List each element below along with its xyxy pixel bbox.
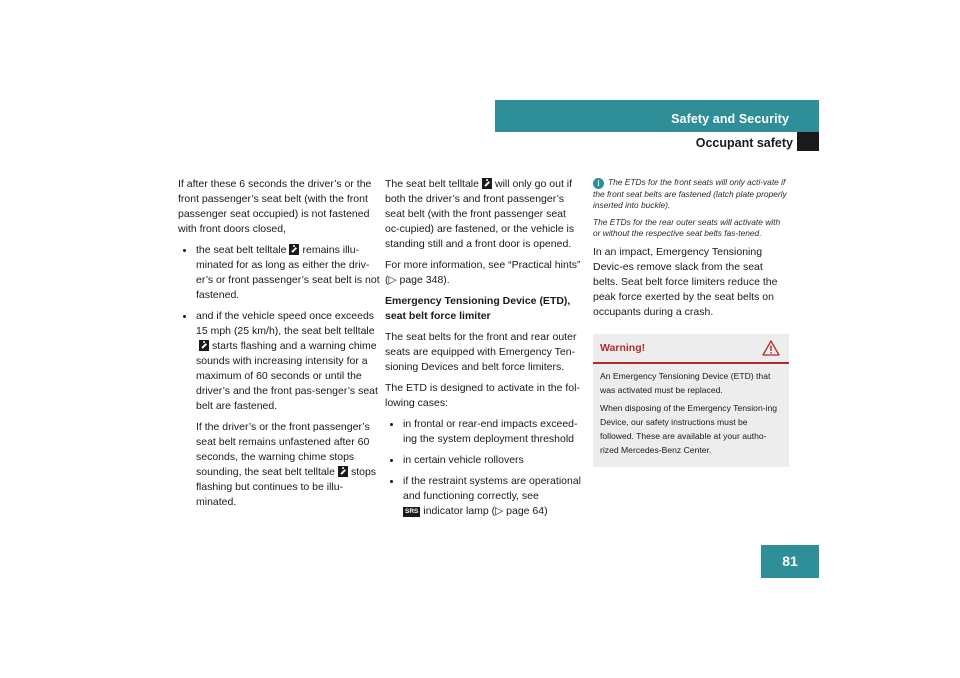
bullet-text: starts flashing and a warning chime sounds with increasing intensity for a maximum of 60 seconds or until the driver’s and the front pas-senger’s seat belt are fastened. — [196, 340, 378, 412]
etd-activation-paragraph: The ETD is designed to activate in the fol-lowing cases: — [385, 382, 580, 409]
etd-paragraph: The seat belts for the front and rear outer seats are equipped with Emergency Ten-sioning Devices and belt force limiters. — [385, 331, 577, 373]
telltale-paragraph — [385, 177, 581, 252]
info-icon: i — [593, 178, 604, 189]
warning-title: Warning! — [600, 342, 646, 354]
section-title: Safety and Security — [671, 112, 789, 126]
bullet-text: the seat belt telltale — [196, 244, 287, 256]
paragraph-text: stops flashing but continues to be illu-minated. — [196, 466, 377, 508]
paragraph-text: The seat belt telltale — [385, 178, 479, 190]
bullet-text: and if the vehicle speed once exceeds 15 mph (25 km/h), the seat belt telltale — [196, 310, 375, 337]
etd-bullet-list — [385, 417, 581, 519]
text-column-2 — [385, 177, 581, 525]
seat-belt-telltale-icon — [482, 178, 492, 189]
list-item — [178, 309, 380, 414]
warning-header — [593, 334, 789, 364]
warning-text-1: An Emergency Tensioning Device (ETD) that was activated must be replaced. — [600, 371, 771, 395]
crash-paragraph: In an impact, Emergency Tensioning Devic-es remove slack from the seat belts. Seat belt force limiters reduce the peak force exerted by the seat belts on occupants during a crash. — [593, 246, 778, 318]
telltale-bullet-list — [178, 243, 380, 414]
subsection-title: Occupant safety — [695, 136, 793, 150]
warning-text-2: When disposing of the Emergency Tension-ing Device, our safety instructions must be followed. These are available at your autho-rized Mercedes-Benz Center. — [600, 403, 778, 455]
warning-triangle-icon — [762, 340, 780, 356]
seat-belt-telltale-icon — [338, 466, 348, 477]
list-item — [178, 243, 380, 303]
text-column-3 — [593, 177, 789, 467]
bullet-text: remains illu-minated for as long as either the driv-er’s or front passenger’s seat belt is not fastened. — [196, 244, 380, 301]
unfastened-paragraph — [178, 420, 380, 510]
warning-body — [593, 364, 789, 457]
list-item: in certain vehicle rollovers — [385, 453, 581, 468]
seat-belt-telltale-icon — [289, 244, 299, 255]
bullet-text: if the restraint systems are operational and functioning correctly, see — [403, 475, 581, 502]
etd-heading: Emergency Tensioning Device (ETD), seat belt force limiter — [385, 295, 571, 322]
header-band — [495, 100, 819, 132]
intro-paragraph: If after these 6 seconds the driver’s or the front passenger’s seat belt (with the front passenger seat occupied) is not fastened with front doors closed, — [178, 178, 372, 235]
info-note-1 — [593, 177, 789, 211]
page-number: 81 — [761, 545, 819, 578]
practical-hints-reference: For more information, see “Practical hints” (▷ page 348). — [385, 259, 581, 286]
srs-indicator-icon: SRS — [405, 508, 419, 515]
paragraph-text: will only go out if both the driver’s and front passenger’s seat belt (with the front passenger seat oc-cupied) are fastened, or the vehicle is standing still and a front door is opened. — [385, 178, 575, 250]
list-item — [385, 474, 581, 519]
info-note — [593, 177, 789, 239]
warning-box — [593, 334, 789, 467]
list-item: in frontal or rear-end impacts exceed-ing the system deployment threshold — [385, 417, 581, 447]
page-reference: indicator lamp (▷ page 64) — [423, 505, 548, 517]
paragraph-text: If the driver’s or the front passenger’s seat belt remains unfastened after 60 seconds, the warning chime stops sounding, the seat belt telltale — [196, 421, 370, 478]
header-corner-block — [797, 132, 819, 151]
seat-belt-telltale-icon — [199, 340, 209, 351]
note-text: The ETDs for the front seats will only acti-vate if the front seat belts are fastened (latch plate properly inserted into buckle). — [593, 177, 787, 210]
info-note-2: The ETDs for the rear outer seats will activate with or without the respective seat belts fas-tened. — [593, 217, 781, 238]
text-column-1 — [178, 177, 380, 516]
